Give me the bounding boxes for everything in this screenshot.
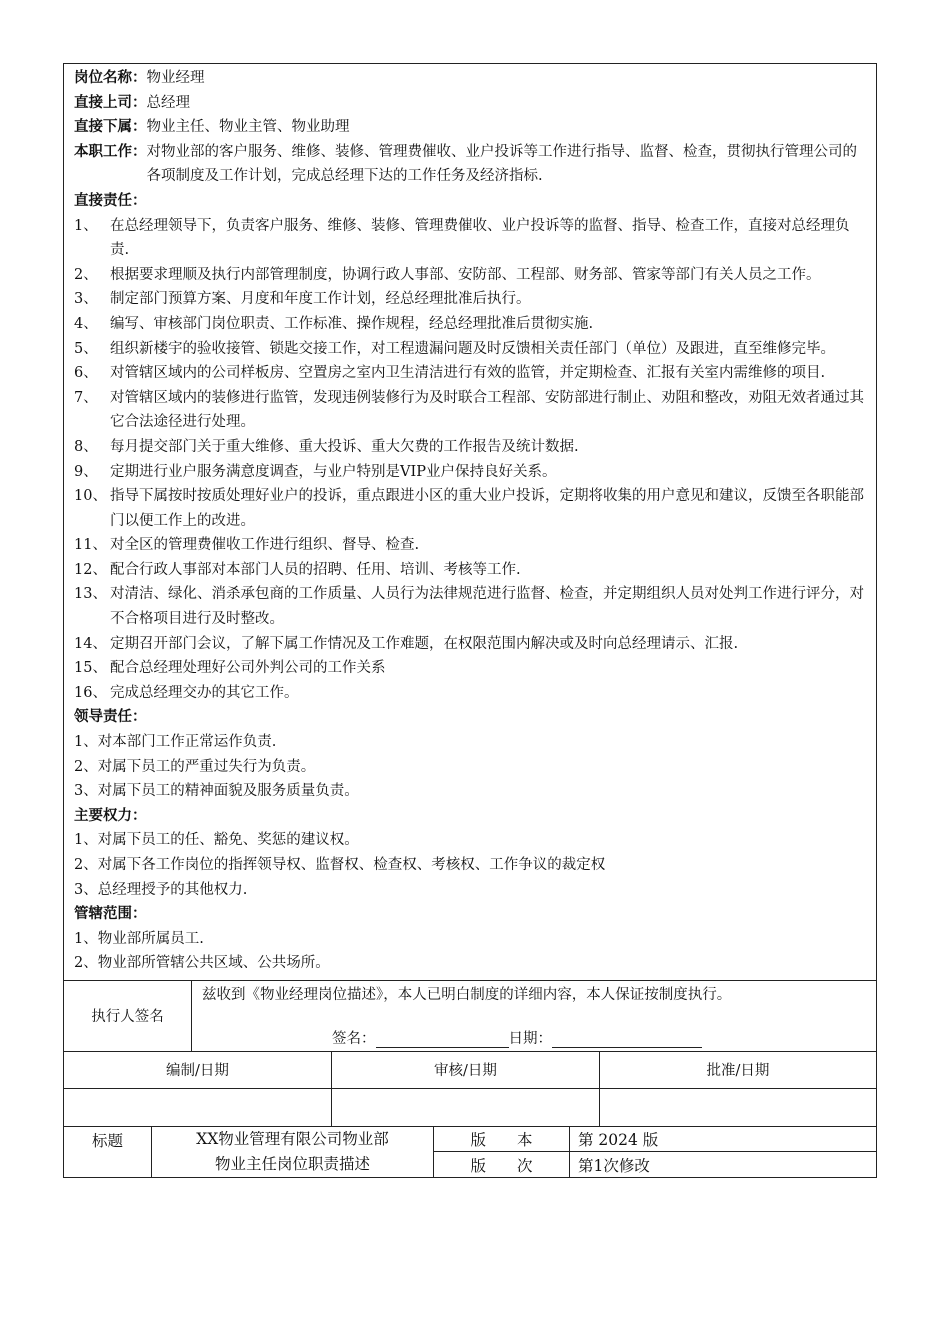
power-item: 1、对属下员工的任、豁免、奖惩的建议权。 <box>74 832 359 849</box>
revision-label: 版 次 <box>434 1152 570 1178</box>
item-text: 制定部门预算方案、月度和年度工作计划，经总经理批准后执行。 <box>110 291 531 308</box>
item-number: 13、 <box>74 586 107 603</box>
compile-header: 编制/日期 <box>64 1051 332 1088</box>
item-text: 编写、审核部门岗位职责、工作标准、操作规程，经总经理批准后贯彻实施. <box>110 315 594 332</box>
position-label: 岗位名称： <box>74 70 147 86</box>
position-row <box>74 66 868 91</box>
date-label: 日期： <box>508 1030 552 1047</box>
power-item: 2、对属下各工作岗位的指挥领导权、监督权、检查权、考核权、工作争议的裁定权 <box>74 857 606 873</box>
superior-label: 直接上司： <box>74 94 147 111</box>
item-number: 7、 <box>74 389 98 406</box>
power-item: 3、总经理授予的其他权力. <box>74 881 248 898</box>
item-number: 4、 <box>74 315 98 332</box>
review-header: 审核/日期 <box>332 1051 600 1088</box>
responsibility-item <box>74 263 868 288</box>
item-number: 2、 <box>74 266 98 283</box>
job-description-document <box>63 63 877 1178</box>
title-label: 标题 <box>64 1126 152 1177</box>
responsibility-item <box>74 558 868 583</box>
powers-title: 主要权力： <box>74 807 147 824</box>
approval-table <box>63 1051 877 1127</box>
signer-label: 执行人签名 <box>64 980 192 1051</box>
review-cell[interactable] <box>332 1088 600 1126</box>
item-text: 定期召开部门会议，了解下属工作情况及工作难题，在权限范围内解决或及时向总经理请示、汇报. <box>110 635 739 652</box>
duty-row <box>74 140 868 189</box>
item-text: 配合总经理处理好公司外判公司的工作关系 <box>110 660 386 677</box>
position-value: 物业经理 <box>146 70 205 86</box>
item-text: 每月提交部门关于重大维修、重大投诉、重大欠费的工作报告及统计数据. <box>110 438 579 455</box>
superior-row <box>74 91 868 116</box>
scope-item: 2、物业部所管辖公共区域、公共场所。 <box>74 955 330 972</box>
duty-label: 本职工作： <box>74 143 147 160</box>
item-number: 10、 <box>74 488 107 505</box>
item-text: 完成总经理交办的其它工作。 <box>110 684 299 701</box>
footer-table <box>63 1126 877 1178</box>
item-text: 定期进行业户服务满意度调查，与业户特别是VIP业户保持良好关系。 <box>110 463 557 480</box>
responsibility-item <box>74 435 868 460</box>
document-title-line2: 物业主任岗位职责描述 <box>214 1154 370 1173</box>
item-number: 11、 <box>74 537 107 554</box>
item-number: 14、 <box>74 635 107 652</box>
signature-table <box>63 980 877 1052</box>
responsibility-item <box>74 460 868 485</box>
item-number: 1、 <box>74 217 98 234</box>
document-title-line1: XX物业管理有限公司物业部 <box>196 1129 389 1148</box>
sign-field[interactable] <box>376 1033 509 1048</box>
duty-value: 对物业部的客户服务、维修、装修、管理费催收、业户投诉等工作进行指导、监督、检查，贯彻执行管理公司的各项制度及工作计划，完成总经理下达的工作任务及经济指标. <box>146 143 857 185</box>
responsibilities-title: 直接责任： <box>74 192 147 209</box>
item-number: 6、 <box>74 365 98 382</box>
item-number: 15、 <box>74 660 107 677</box>
responsibility-item <box>74 312 868 337</box>
leadership-item: 3、对属下员工的精神面貌及服务质量负责。 <box>74 783 359 800</box>
superior-value: 总经理 <box>146 94 190 111</box>
signature-statement: 兹收到《物业经理岗位描述》，本人已明白制度的详细内容，本人保证按制度执行。 <box>202 986 732 1003</box>
subordinate-label: 直接下属： <box>74 119 147 136</box>
scope-title: 管辖范围： <box>74 906 147 923</box>
edition-label: 版 本 <box>434 1126 570 1152</box>
responsibility-item <box>74 484 868 533</box>
revision-value: 第1次修改 <box>570 1152 877 1178</box>
responsibility-item <box>74 361 868 386</box>
item-text: 指导下属按时按质处理好业户的投诉，重点跟进小区的重大业户投诉，定期将收集的用户意见和建议，反馈至各职能部门以便工作上的改进。 <box>110 488 864 529</box>
item-number: 9、 <box>74 463 98 480</box>
item-number: 8、 <box>74 438 98 455</box>
item-text: 配合行政人事部对本部门人员的招聘、任用、培训、考核等工作. <box>110 561 521 578</box>
signature-area <box>192 980 877 1051</box>
item-text: 对管辖区域内的装修进行监管，发现违例装修行为及时联合工程部、安防部进行制止、劝阻和整改，劝阻无效者通过其它合法途径进行处理。 <box>110 389 864 431</box>
item-text: 在总经理领导下，负责客户服务、维修、装修、管理费催收、业户投诉等的监督、指导、检查工作，直接对总经理负责. <box>110 217 850 259</box>
signature-line <box>332 1027 702 1048</box>
responsibility-item <box>74 337 868 362</box>
leadership-item: 1、对本部门工作正常运作负责. <box>74 734 277 751</box>
responsibility-item <box>74 386 868 435</box>
item-number: 5、 <box>74 340 98 357</box>
responsibility-item <box>74 681 868 706</box>
responsibility-item <box>74 582 868 631</box>
date-field[interactable] <box>552 1033 702 1048</box>
responsibility-item <box>74 287 868 312</box>
leadership-item: 2、对属下员工的严重过失行为负责。 <box>74 758 316 775</box>
item-text: 对全区的管理费催收工作进行组织、督导、检查. <box>110 537 420 554</box>
subordinate-value: 物业主任、物业主管、物业助理 <box>146 119 350 136</box>
job-description-content <box>63 63 877 981</box>
responsibility-item <box>74 214 868 263</box>
document-title <box>152 1126 434 1177</box>
item-text: 对清洁、绿化、消杀承包商的工作质量、人员行为法律规范进行监督、检查，并定期组织人员对处判工作进行评分，对不合格项目进行及时整改。 <box>110 586 864 628</box>
compile-cell[interactable] <box>64 1088 332 1126</box>
item-text: 组织新楼宇的验收接管、锁匙交接工作，对工程遗漏问题及时反馈相关责任部门（单位）及跟进，直至维修完毕。 <box>110 340 835 357</box>
edition-value: 第 2024 版 <box>570 1126 877 1152</box>
responsibility-item <box>74 533 868 558</box>
approve-header: 批准/日期 <box>600 1051 877 1088</box>
responsibility-item <box>74 656 868 681</box>
item-text: 根据要求理顺及执行内部管理制度，协调行政人事部、安防部、工程部、财务部、管家等部门有关人员之工作。 <box>110 266 821 283</box>
scope-item: 1、物业部所属员工. <box>74 930 204 947</box>
leadership-title: 领导责任： <box>74 709 147 726</box>
subordinate-row <box>74 115 868 140</box>
responsibility-item <box>74 632 868 657</box>
item-number: 16、 <box>74 684 107 701</box>
approve-cell[interactable] <box>600 1088 877 1126</box>
sign-label: 签名： <box>332 1030 376 1047</box>
item-number: 12、 <box>74 561 107 578</box>
item-text: 对管辖区域内的公司样板房、空置房之室内卫生清洁进行有效的监管，并定期检查、汇报有关室内需维修的项目. <box>110 365 826 382</box>
responsibilities-list <box>74 214 868 706</box>
item-number: 3、 <box>74 291 98 308</box>
